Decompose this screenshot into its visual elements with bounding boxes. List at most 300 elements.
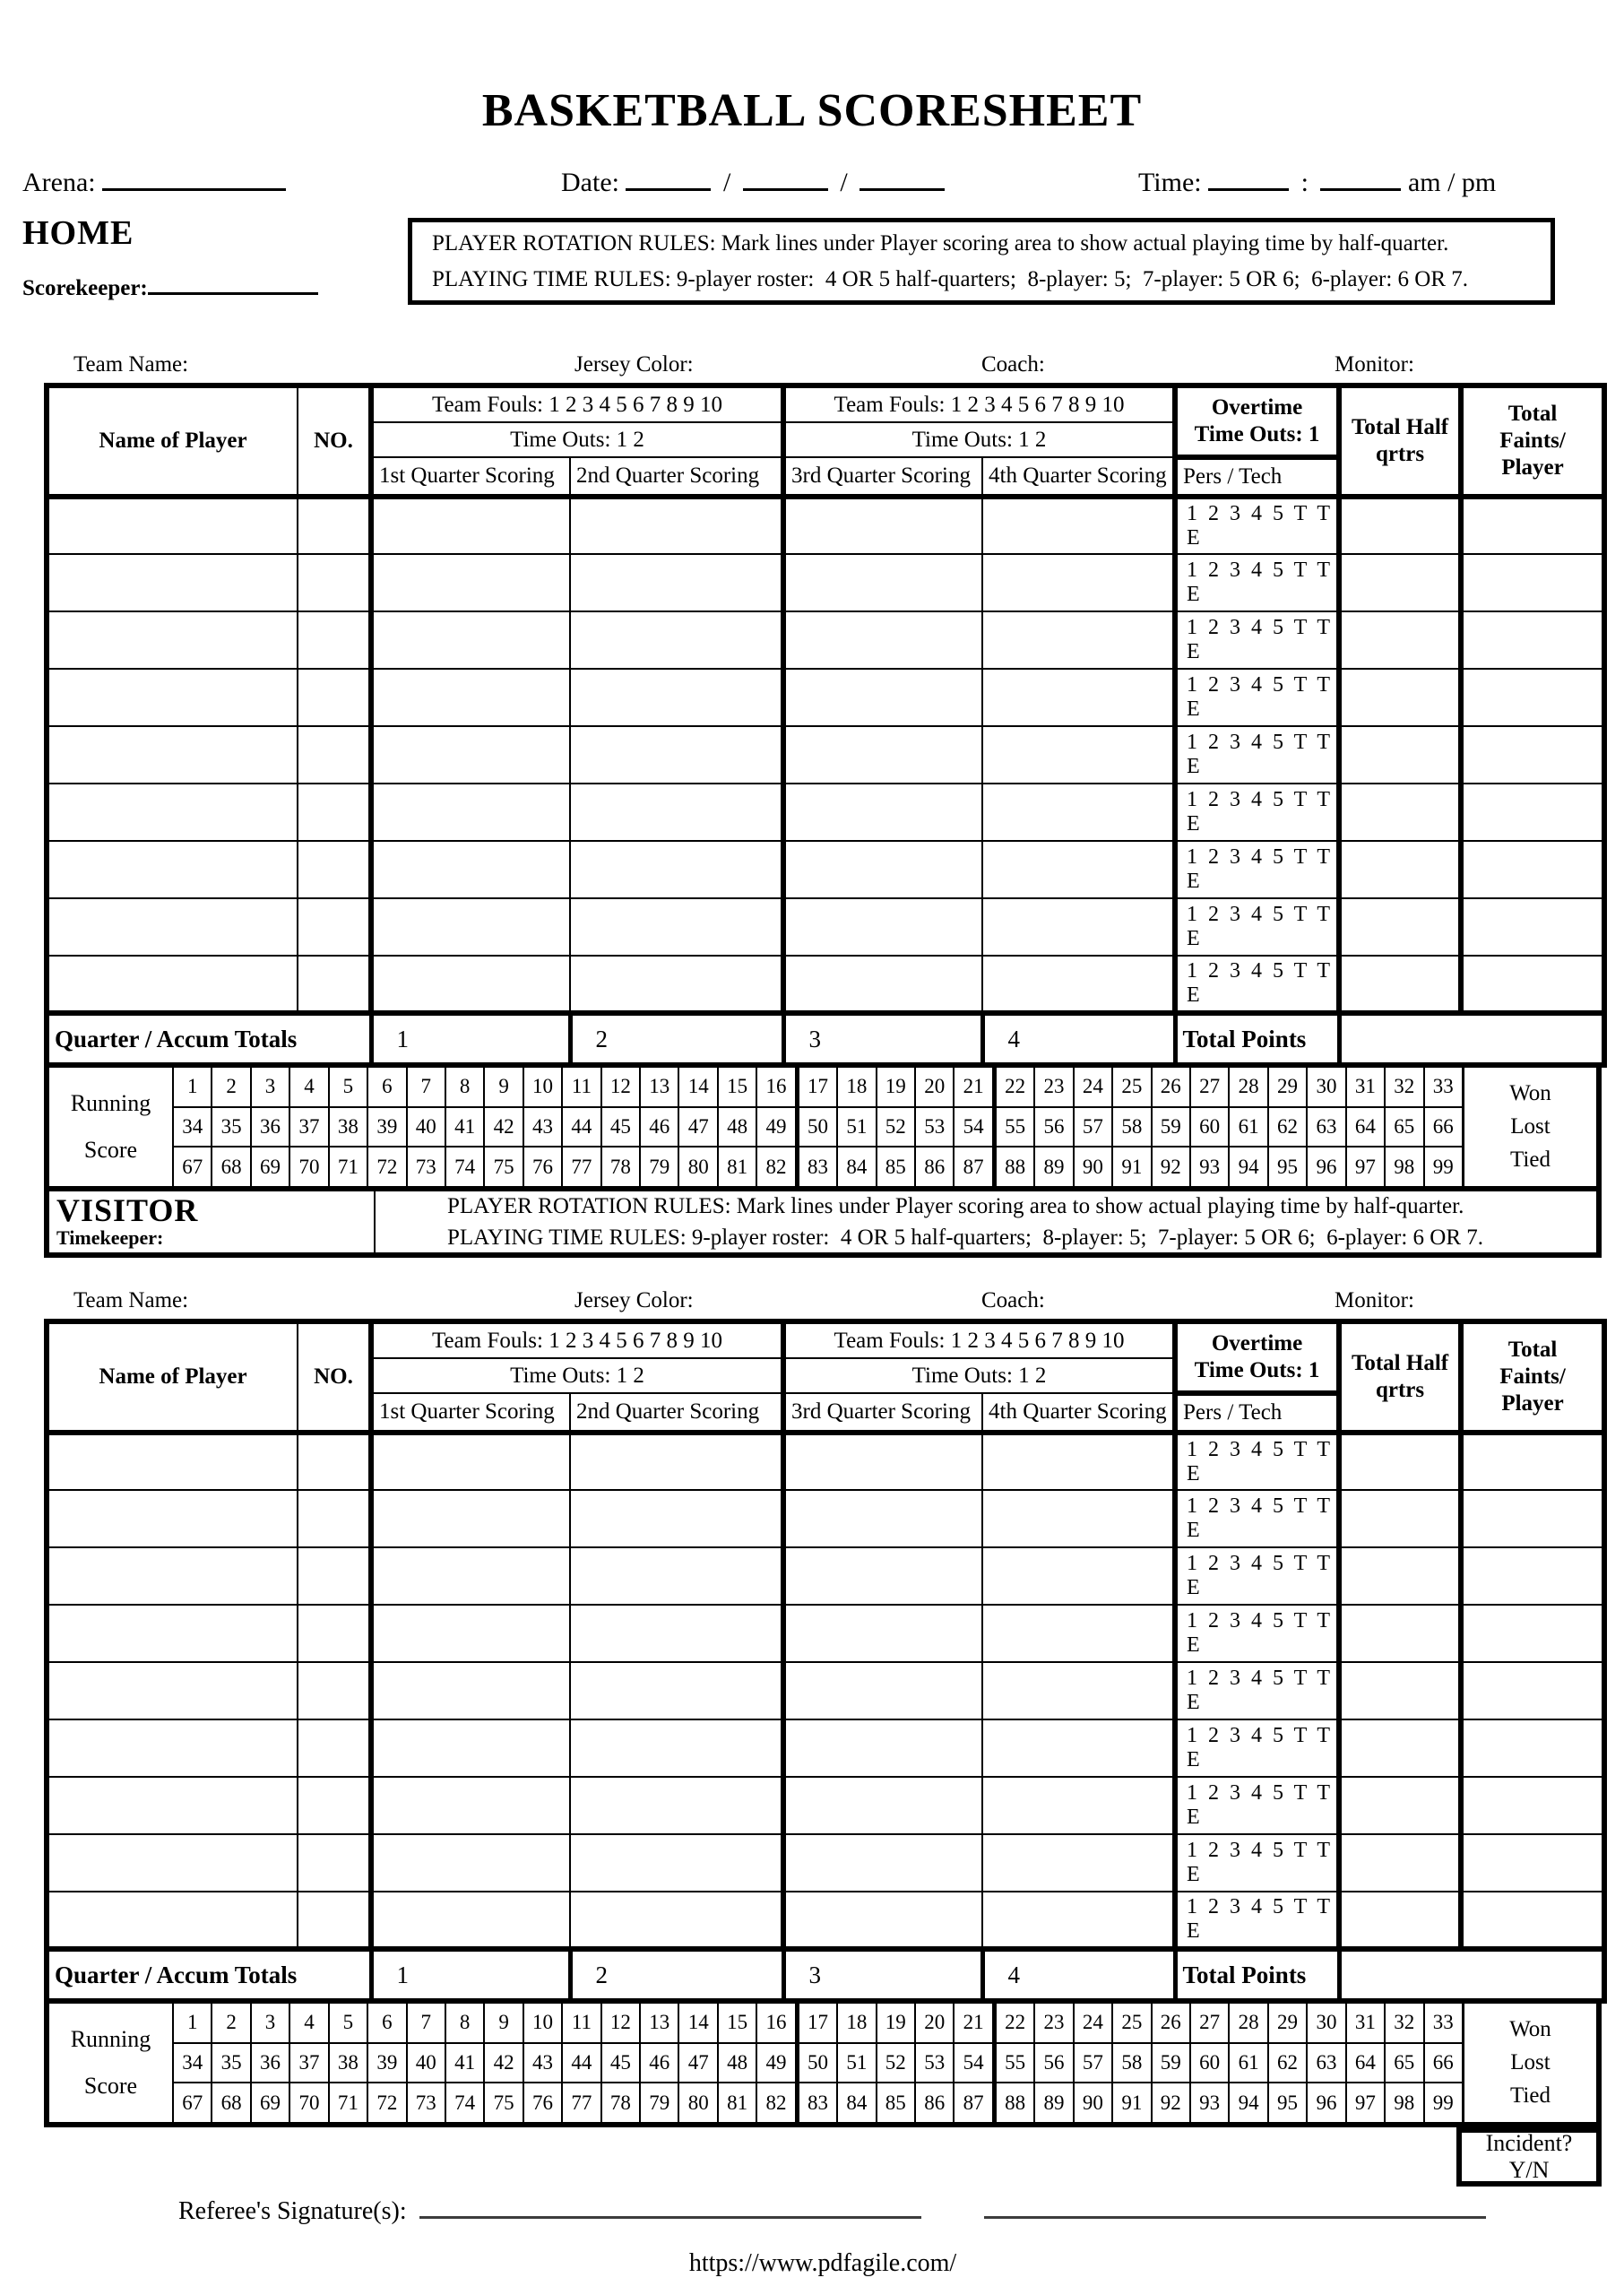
running-score-5[interactable]: 5 — [328, 2004, 367, 2042]
running-score-6[interactable]: 6 — [367, 2004, 405, 2042]
running-score-95[interactable]: 95 — [1267, 2083, 1306, 2122]
running-score-97[interactable]: 97 — [1345, 1148, 1384, 1186]
running-score-72[interactable]: 72 — [367, 1148, 405, 1186]
running-score-54[interactable]: 54 — [953, 1108, 991, 1147]
running-score-21[interactable]: 21 — [953, 1068, 991, 1106]
running-score-94[interactable]: 94 — [1228, 2083, 1266, 2122]
timekeeper-label[interactable]: Timekeeper: — [56, 1226, 164, 1249]
running-score-48[interactable]: 48 — [717, 2044, 756, 2083]
running-score-31[interactable]: 31 — [1345, 2004, 1384, 2042]
player-number-cell[interactable] — [298, 1719, 371, 1777]
total-faints-cell[interactable] — [1461, 554, 1604, 611]
total-faints-cell[interactable] — [1461, 956, 1604, 1013]
q1-scoring-cell[interactable] — [371, 1777, 570, 1834]
q2-scoring-cell[interactable] — [570, 554, 783, 611]
running-score-41[interactable]: 41 — [445, 2044, 483, 2083]
total-half-cell[interactable] — [1339, 611, 1461, 669]
running-score-95[interactable]: 95 — [1267, 1148, 1306, 1186]
running-score-39[interactable]: 39 — [367, 1108, 405, 1147]
running-score-59[interactable]: 59 — [1151, 1108, 1189, 1147]
running-score-64[interactable]: 64 — [1345, 1108, 1384, 1147]
running-score-72[interactable]: 72 — [367, 2083, 405, 2122]
running-score-4[interactable]: 4 — [289, 2004, 327, 2042]
running-score-92[interactable]: 92 — [1151, 2083, 1189, 2122]
q3-scoring-cell[interactable] — [783, 1892, 982, 1949]
player-number-cell[interactable] — [298, 726, 371, 784]
running-score-60[interactable]: 60 — [1189, 2044, 1228, 2083]
total-half-cell[interactable] — [1339, 1719, 1461, 1777]
running-score-77[interactable]: 77 — [561, 2083, 600, 2122]
q1-scoring-cell[interactable] — [371, 1605, 570, 1662]
running-score-54[interactable]: 54 — [953, 2044, 991, 2083]
running-score-30[interactable]: 30 — [1306, 2004, 1344, 2042]
running-score-31[interactable]: 31 — [1345, 1068, 1384, 1106]
running-score-36[interactable]: 36 — [250, 1108, 289, 1147]
total-faints-cell[interactable] — [1461, 1605, 1604, 1662]
player-name-cell[interactable] — [47, 1777, 298, 1834]
running-score-18[interactable]: 18 — [836, 1068, 875, 1106]
q4-scoring-cell[interactable] — [982, 1892, 1175, 1949]
date-year-line[interactable] — [860, 161, 945, 191]
running-score-68[interactable]: 68 — [211, 2083, 249, 2122]
running-score-75[interactable]: 75 — [483, 2083, 522, 2122]
q4-scoring-cell[interactable] — [982, 669, 1175, 726]
running-score-58[interactable]: 58 — [1111, 1108, 1150, 1147]
q1-scoring-cell[interactable] — [371, 956, 570, 1013]
q1-scoring-cell[interactable] — [371, 898, 570, 956]
running-score-33[interactable]: 33 — [1423, 2004, 1462, 2042]
running-score-56[interactable]: 56 — [1033, 1108, 1072, 1147]
running-score-5[interactable]: 5 — [328, 1068, 367, 1106]
total-points-cell[interactable] — [1339, 1013, 1604, 1065]
foul-marks-cell[interactable]: 1 2 3 4 5 T T E — [1175, 1834, 1339, 1892]
running-score-91[interactable]: 91 — [1111, 1148, 1150, 1186]
monitor-label[interactable]: Monitor: — [1335, 1288, 1414, 1312]
q1-scoring-cell[interactable] — [371, 1490, 570, 1547]
q1-scoring-cell[interactable] — [371, 669, 570, 726]
q4-scoring-cell[interactable] — [982, 1662, 1175, 1719]
foul-marks-cell[interactable]: 1 2 3 4 5 T T E — [1175, 1892, 1339, 1949]
running-score-47[interactable]: 47 — [678, 1108, 716, 1147]
player-name-cell[interactable] — [47, 1834, 298, 1892]
q4-scoring-cell[interactable] — [982, 784, 1175, 841]
q2-scoring-cell[interactable] — [570, 1719, 783, 1777]
running-score-65[interactable]: 65 — [1384, 2044, 1422, 2083]
q4-scoring-cell[interactable] — [982, 1605, 1175, 1662]
scorekeeper-input-line[interactable] — [148, 265, 318, 295]
q1-scoring-cell[interactable] — [371, 1719, 570, 1777]
running-score-71[interactable]: 71 — [328, 1148, 367, 1186]
running-score-26[interactable]: 26 — [1151, 2004, 1189, 2042]
running-score-77[interactable]: 77 — [561, 1148, 600, 1186]
q1-scoring-cell[interactable] — [371, 1547, 570, 1605]
q2-scoring-cell[interactable] — [570, 1662, 783, 1719]
running-score-19[interactable]: 19 — [876, 2004, 914, 2042]
q3-scoring-cell[interactable] — [783, 1433, 982, 1490]
running-score-9[interactable]: 9 — [483, 1068, 522, 1106]
player-number-cell[interactable] — [298, 497, 371, 554]
total-faints-cell[interactable] — [1461, 1719, 1604, 1777]
foul-marks-cell[interactable]: 1 2 3 4 5 T T E — [1175, 669, 1339, 726]
running-score-89[interactable]: 89 — [1033, 2083, 1072, 2122]
player-name-cell[interactable] — [47, 841, 298, 898]
total-half-cell[interactable] — [1339, 1834, 1461, 1892]
q4-scoring-cell[interactable] — [982, 841, 1175, 898]
total-points-cell[interactable] — [1339, 1949, 1604, 2001]
running-score-69[interactable]: 69 — [250, 2083, 289, 2122]
q2-scoring-cell[interactable] — [570, 669, 783, 726]
q3-scoring-cell[interactable] — [783, 956, 982, 1013]
running-score-81[interactable]: 81 — [717, 1148, 756, 1186]
running-score-24[interactable]: 24 — [1073, 1068, 1111, 1106]
running-score-7[interactable]: 7 — [406, 2004, 445, 2042]
player-name-cell[interactable] — [47, 898, 298, 956]
running-score-13[interactable]: 13 — [639, 2004, 678, 2042]
running-score-79[interactable]: 79 — [639, 1148, 678, 1186]
player-number-cell[interactable] — [298, 1433, 371, 1490]
q3-scoring-cell[interactable] — [783, 611, 982, 669]
foul-marks-cell[interactable]: 1 2 3 4 5 T T E — [1175, 1547, 1339, 1605]
total-faints-cell[interactable] — [1461, 1433, 1604, 1490]
running-score-83[interactable]: 83 — [795, 2083, 836, 2122]
running-score-37[interactable]: 37 — [289, 1108, 327, 1147]
running-score-14[interactable]: 14 — [678, 2004, 716, 2042]
q3-scoring-cell[interactable] — [783, 1605, 982, 1662]
team-fouls-first-half[interactable]: Team Fouls: 1 2 3 4 5 6 7 8 9 10 — [371, 385, 783, 422]
running-score-78[interactable]: 78 — [600, 1148, 639, 1186]
running-score-69[interactable]: 69 — [250, 1148, 289, 1186]
q3-scoring-cell[interactable] — [783, 1490, 982, 1547]
running-score-15[interactable]: 15 — [717, 1068, 756, 1106]
q3-scoring-cell[interactable] — [783, 1547, 982, 1605]
timeouts-second-half[interactable]: Time Outs: 1 2 — [783, 1358, 1175, 1393]
overtime-timeouts-header[interactable] — [1175, 385, 1339, 457]
running-score-3[interactable]: 3 — [250, 2004, 289, 2042]
q3-total-cell[interactable]: 3 — [783, 1013, 982, 1065]
running-score-75[interactable]: 75 — [483, 1148, 522, 1186]
running-score-52[interactable]: 52 — [876, 1108, 914, 1147]
running-score-50[interactable]: 50 — [795, 1108, 836, 1147]
result-option-won[interactable]: Won — [1509, 1080, 1551, 1105]
running-score-20[interactable]: 20 — [914, 1068, 953, 1106]
q2-scoring-cell[interactable] — [570, 1777, 783, 1834]
running-score-91[interactable]: 91 — [1111, 2083, 1150, 2122]
player-name-cell[interactable] — [47, 1433, 298, 1490]
pdfagile-link[interactable]: https://www.pdfagile.com/ — [688, 2249, 957, 2277]
running-score-35[interactable]: 35 — [211, 1108, 249, 1147]
running-score-43[interactable]: 43 — [523, 2044, 561, 2083]
foul-marks-cell[interactable]: 1 2 3 4 5 T T E — [1175, 784, 1339, 841]
running-score-61[interactable]: 61 — [1228, 2044, 1266, 2083]
running-score-21[interactable]: 21 — [953, 2004, 991, 2042]
running-score-45[interactable]: 45 — [600, 1108, 639, 1147]
player-number-cell[interactable] — [298, 784, 371, 841]
running-score-32[interactable]: 32 — [1384, 2004, 1422, 2042]
total-half-cell[interactable] — [1339, 1547, 1461, 1605]
q3-scoring-cell[interactable] — [783, 898, 982, 956]
q3-scoring-cell[interactable] — [783, 784, 982, 841]
running-score-70[interactable]: 70 — [289, 2083, 327, 2122]
q1-scoring-cell[interactable] — [371, 784, 570, 841]
running-score-42[interactable]: 42 — [483, 2044, 522, 2083]
total-faints-cell[interactable] — [1461, 726, 1604, 784]
total-faints-cell[interactable] — [1461, 497, 1604, 554]
q4-scoring-cell[interactable] — [982, 1719, 1175, 1777]
player-name-cell[interactable] — [47, 1547, 298, 1605]
total-faints-cell[interactable] — [1461, 611, 1604, 669]
q4-scoring-cell[interactable] — [982, 898, 1175, 956]
result-option-lost[interactable]: Lost — [1510, 2049, 1551, 2074]
running-score-97[interactable]: 97 — [1345, 2083, 1384, 2122]
player-number-cell[interactable] — [298, 1892, 371, 1949]
total-half-cell[interactable] — [1339, 726, 1461, 784]
running-score-27[interactable]: 27 — [1189, 2004, 1228, 2042]
running-score-16[interactable]: 16 — [756, 2004, 794, 2042]
running-score-32[interactable]: 32 — [1384, 1068, 1422, 1106]
running-score-80[interactable]: 80 — [678, 2083, 716, 2122]
timeouts-second-half[interactable]: Time Outs: 1 2 — [783, 422, 1175, 457]
q3-scoring-cell[interactable] — [783, 669, 982, 726]
running-score-27[interactable]: 27 — [1189, 1068, 1228, 1106]
q4-scoring-cell[interactable] — [982, 1547, 1175, 1605]
running-score-38[interactable]: 38 — [328, 1108, 367, 1147]
running-score-25[interactable]: 25 — [1111, 2004, 1150, 2042]
q1-scoring-cell[interactable] — [371, 1662, 570, 1719]
q3-scoring-cell[interactable] — [783, 1777, 982, 1834]
running-score-23[interactable]: 23 — [1033, 1068, 1072, 1106]
running-score-12[interactable]: 12 — [600, 2004, 639, 2042]
total-half-cell[interactable] — [1339, 497, 1461, 554]
running-score-63[interactable]: 63 — [1306, 2044, 1344, 2083]
running-score-66[interactable]: 66 — [1423, 1108, 1462, 1147]
player-name-cell[interactable] — [47, 1662, 298, 1719]
jersey-color-label[interactable]: Jersey Color: — [574, 1288, 694, 1312]
running-score-28[interactable]: 28 — [1228, 2004, 1266, 2042]
running-score-11[interactable]: 11 — [561, 1068, 600, 1106]
running-score-73[interactable]: 73 — [406, 2083, 445, 2122]
team-name-label[interactable]: Team Name: — [73, 352, 189, 377]
running-score-34[interactable]: 34 — [182, 2051, 203, 2074]
player-name-cell[interactable] — [47, 1892, 298, 1949]
running-score-67[interactable]: 67 — [182, 2091, 203, 2114]
running-score-1[interactable]: 1 — [186, 2011, 198, 2034]
running-score-42[interactable]: 42 — [483, 1108, 522, 1147]
jersey-color-label[interactable]: Jersey Color: — [574, 352, 694, 377]
running-score-46[interactable]: 46 — [639, 2044, 678, 2083]
total-faints-cell[interactable] — [1461, 1834, 1604, 1892]
running-score-99[interactable]: 99 — [1423, 1148, 1462, 1186]
running-score-87[interactable]: 87 — [953, 1148, 991, 1186]
total-faints-cell[interactable] — [1461, 898, 1604, 956]
running-score-55[interactable]: 55 — [992, 2044, 1033, 2083]
result-option-tied[interactable]: Tied — [1510, 1148, 1551, 1173]
q1-scoring-cell[interactable] — [371, 611, 570, 669]
running-score-84[interactable]: 84 — [836, 1148, 875, 1186]
q4-scoring-cell[interactable] — [982, 956, 1175, 1013]
running-score-60[interactable]: 60 — [1189, 1108, 1228, 1147]
running-score-18[interactable]: 18 — [836, 2004, 875, 2042]
running-score-86[interactable]: 86 — [914, 2083, 953, 2122]
foul-marks-cell[interactable]: 1 2 3 4 5 T T E — [1175, 1777, 1339, 1834]
result-option-tied[interactable]: Tied — [1510, 2083, 1551, 2109]
q4-scoring-cell[interactable] — [982, 1777, 1175, 1834]
q1-scoring-cell[interactable] — [371, 1834, 570, 1892]
player-number-cell[interactable] — [298, 1834, 371, 1892]
running-score-41[interactable]: 41 — [445, 1108, 483, 1147]
total-half-cell[interactable] — [1339, 841, 1461, 898]
total-half-cell[interactable] — [1339, 898, 1461, 956]
running-score-13[interactable]: 13 — [639, 1068, 678, 1106]
referee-signature-line-1[interactable] — [419, 2198, 921, 2219]
player-number-cell[interactable] — [298, 841, 371, 898]
running-score-15[interactable]: 15 — [717, 2004, 756, 2042]
q4-total-cell[interactable]: 4 — [982, 1013, 1175, 1065]
player-number-cell[interactable] — [298, 1662, 371, 1719]
timeouts-first-half[interactable]: Time Outs: 1 2 — [371, 422, 783, 457]
running-score-80[interactable]: 80 — [678, 1148, 716, 1186]
running-score-3[interactable]: 3 — [250, 1068, 289, 1106]
player-number-cell[interactable] — [298, 669, 371, 726]
incident-box[interactable] — [1456, 2127, 1602, 2187]
foul-marks-cell[interactable]: 1 2 3 4 5 T T E — [1175, 1605, 1339, 1662]
running-score-20[interactable]: 20 — [914, 2004, 953, 2042]
running-score-49[interactable]: 49 — [756, 1108, 794, 1147]
q2-scoring-cell[interactable] — [570, 611, 783, 669]
q2-total-cell[interactable]: 2 — [570, 1013, 783, 1065]
running-score-71[interactable]: 71 — [328, 2083, 367, 2122]
running-score-12[interactable]: 12 — [600, 1068, 639, 1106]
running-score-17[interactable]: 17 — [795, 1068, 836, 1106]
team-fouls-second-half[interactable]: Team Fouls: 1 2 3 4 5 6 7 8 9 10 — [783, 385, 1175, 422]
q2-scoring-cell[interactable] — [570, 1834, 783, 1892]
running-score-56[interactable]: 56 — [1033, 2044, 1072, 2083]
running-score-49[interactable]: 49 — [756, 2044, 794, 2083]
running-score-90[interactable]: 90 — [1073, 1148, 1111, 1186]
foul-marks-cell[interactable]: 1 2 3 4 5 T T E — [1175, 726, 1339, 784]
running-score-25[interactable]: 25 — [1111, 1068, 1150, 1106]
total-half-cell[interactable] — [1339, 1777, 1461, 1834]
running-score-84[interactable]: 84 — [836, 2083, 875, 2122]
running-score-51[interactable]: 51 — [836, 1108, 875, 1147]
running-score-14[interactable]: 14 — [678, 1068, 716, 1106]
q1-scoring-cell[interactable] — [371, 1892, 570, 1949]
running-score-4[interactable]: 4 — [289, 1068, 327, 1106]
running-score-22[interactable]: 22 — [992, 2004, 1033, 2042]
running-score-36[interactable]: 36 — [250, 2044, 289, 2083]
running-score-52[interactable]: 52 — [876, 2044, 914, 2083]
total-faints-cell[interactable] — [1461, 1490, 1604, 1547]
running-score-92[interactable]: 92 — [1151, 1148, 1189, 1186]
foul-marks-cell[interactable]: 1 2 3 4 5 T T E — [1175, 1662, 1339, 1719]
running-score-82[interactable]: 82 — [756, 1148, 794, 1186]
total-half-cell[interactable] — [1339, 1433, 1461, 1490]
foul-marks-cell[interactable]: 1 2 3 4 5 T T E — [1175, 554, 1339, 611]
player-name-cell[interactable] — [47, 669, 298, 726]
running-score-39[interactable]: 39 — [367, 2044, 405, 2083]
total-half-cell[interactable] — [1339, 1605, 1461, 1662]
running-score-51[interactable]: 51 — [836, 2044, 875, 2083]
foul-marks-cell[interactable]: 1 2 3 4 5 T T E — [1175, 1433, 1339, 1490]
running-score-44[interactable]: 44 — [561, 2044, 600, 2083]
running-score-87[interactable]: 87 — [953, 2083, 991, 2122]
total-half-cell[interactable] — [1339, 554, 1461, 611]
running-score-73[interactable]: 73 — [406, 1148, 445, 1186]
running-score-76[interactable]: 76 — [523, 2083, 561, 2122]
player-number-cell[interactable] — [298, 956, 371, 1013]
running-score-79[interactable]: 79 — [639, 2083, 678, 2122]
running-score-83[interactable]: 83 — [795, 1148, 836, 1186]
total-half-cell[interactable] — [1339, 784, 1461, 841]
team-fouls-second-half[interactable]: Team Fouls: 1 2 3 4 5 6 7 8 9 10 — [783, 1321, 1175, 1358]
player-name-cell[interactable] — [47, 1605, 298, 1662]
running-score-16[interactable]: 16 — [756, 1068, 794, 1106]
time-minute-line[interactable] — [1320, 161, 1401, 191]
running-score-98[interactable]: 98 — [1384, 2083, 1422, 2122]
running-score-86[interactable]: 86 — [914, 1148, 953, 1186]
running-score-93[interactable]: 93 — [1189, 2083, 1228, 2122]
running-score-67[interactable]: 67 — [182, 1155, 203, 1178]
total-half-cell[interactable] — [1339, 669, 1461, 726]
q1-scoring-cell[interactable] — [371, 554, 570, 611]
running-score-85[interactable]: 85 — [876, 2083, 914, 2122]
q2-scoring-cell[interactable] — [570, 1433, 783, 1490]
running-score-34[interactable]: 34 — [182, 1115, 203, 1138]
q3-scoring-cell[interactable] — [783, 1719, 982, 1777]
q3-scoring-cell[interactable] — [783, 1662, 982, 1719]
running-score-43[interactable]: 43 — [523, 1108, 561, 1147]
player-name-cell[interactable] — [47, 1490, 298, 1547]
player-number-cell[interactable] — [298, 1777, 371, 1834]
q2-scoring-cell[interactable] — [570, 956, 783, 1013]
player-name-cell[interactable] — [47, 1719, 298, 1777]
player-name-cell[interactable] — [47, 554, 298, 611]
q1-scoring-cell[interactable] — [371, 841, 570, 898]
player-name-cell[interactable] — [47, 956, 298, 1013]
foul-marks-cell[interactable]: 1 2 3 4 5 T T E — [1175, 898, 1339, 956]
foul-marks-cell[interactable]: 1 2 3 4 5 T T E — [1175, 1490, 1339, 1547]
running-score-57[interactable]: 57 — [1073, 2044, 1111, 2083]
foul-marks-cell[interactable]: 1 2 3 4 5 T T E — [1175, 497, 1339, 554]
date-day-line[interactable] — [743, 161, 828, 191]
q4-scoring-cell[interactable] — [982, 1490, 1175, 1547]
foul-marks-cell[interactable]: 1 2 3 4 5 T T E — [1175, 841, 1339, 898]
time-hour-line[interactable] — [1208, 161, 1289, 191]
total-half-cell[interactable] — [1339, 956, 1461, 1013]
player-number-cell[interactable] — [298, 554, 371, 611]
q2-scoring-cell[interactable] — [570, 784, 783, 841]
running-score-98[interactable]: 98 — [1384, 1148, 1422, 1186]
running-score-53[interactable]: 53 — [914, 1108, 953, 1147]
running-score-64[interactable]: 64 — [1345, 2044, 1384, 2083]
referee-signature-line-2[interactable] — [984, 2198, 1486, 2219]
running-score-26[interactable]: 26 — [1151, 1068, 1189, 1106]
q2-scoring-cell[interactable] — [570, 1892, 783, 1949]
player-number-cell[interactable] — [298, 1490, 371, 1547]
foul-marks-cell[interactable]: 1 2 3 4 5 T T E — [1175, 611, 1339, 669]
running-score-85[interactable]: 85 — [876, 1148, 914, 1186]
running-score-58[interactable]: 58 — [1111, 2044, 1150, 2083]
q3-scoring-cell[interactable] — [783, 841, 982, 898]
running-score-24[interactable]: 24 — [1073, 2004, 1111, 2042]
player-number-cell[interactable] — [298, 898, 371, 956]
running-score-50[interactable]: 50 — [795, 2044, 836, 2083]
running-score-2[interactable]: 2 — [211, 1068, 249, 1106]
q3-scoring-cell[interactable] — [783, 497, 982, 554]
q1-scoring-cell[interactable] — [371, 497, 570, 554]
result-option-lost[interactable]: Lost — [1510, 1113, 1551, 1139]
running-score-8[interactable]: 8 — [445, 1068, 483, 1106]
q3-total-cell[interactable]: 3 — [783, 1949, 982, 2001]
